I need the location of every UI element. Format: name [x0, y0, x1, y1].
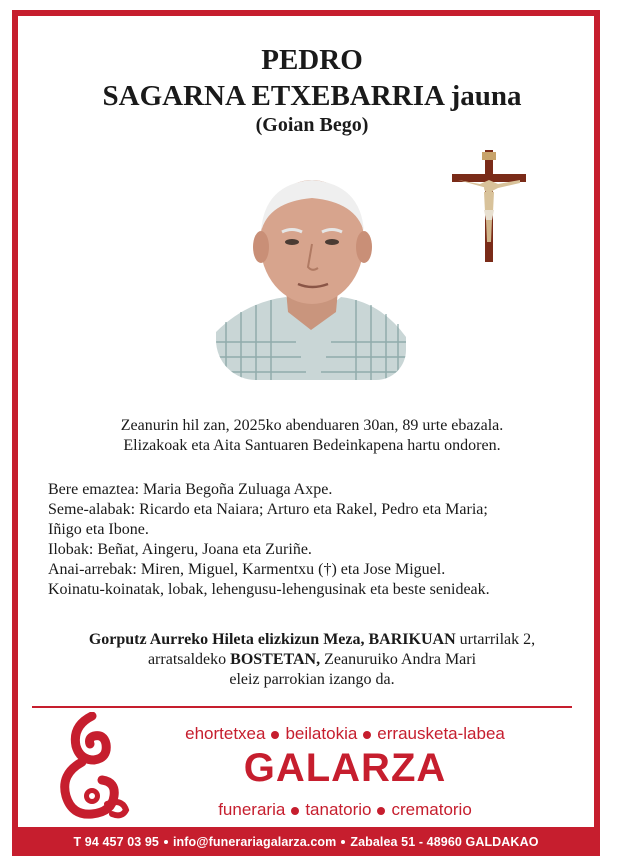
section-divider	[32, 706, 572, 708]
mass-date: urtarrilak 2,	[459, 631, 536, 648]
bullet-icon	[164, 840, 168, 844]
crucifix-icon	[452, 150, 526, 262]
service-item: crematorio	[391, 800, 472, 819]
service-item: errausketa-labea	[377, 724, 505, 743]
bullet-icon	[291, 807, 299, 815]
services-bottom	[130, 800, 560, 820]
mass-time: BOSTETAN,	[230, 651, 321, 668]
phone-number: T 94 457 03 95	[73, 834, 159, 849]
address: Zabalea 51 - 48960 GALDAKAO	[350, 834, 539, 849]
deceased-first-name: PEDRO	[261, 44, 363, 76]
mass-announcement	[0, 630, 624, 690]
funeral-home-name: GALARZA	[243, 746, 447, 790]
service-item: ehortetxea	[185, 724, 266, 743]
family-line: Anai-arrebak: Miren, Miguel, Karmentxu (†) eta Jose Miguel.	[48, 561, 446, 578]
bullet-icon	[341, 840, 345, 844]
service-item: tanatorio	[305, 800, 372, 819]
galarza-logo-icon	[52, 712, 132, 822]
bullet-icon	[271, 731, 279, 739]
mass-place: Zeanuruiko Andra Mari	[324, 651, 477, 668]
family-line: Iñigo eta Ibone.	[48, 521, 149, 538]
death-notice-line: Elizakoak eta Aita Santuaren Bedeinkapena hartu ondoren.	[123, 437, 501, 454]
goian-bego-label: (Goian Bego)	[255, 114, 369, 136]
deceased-surnames: SAGARNA ETXEBARRIA jauna	[102, 80, 522, 112]
family-line: Seme-alabak: Ricardo eta Naiara; Arturo eta Rakel, Pedro eta Maria;	[48, 501, 488, 518]
mass-day: BARIKUAN	[368, 631, 456, 648]
contact-footer	[12, 827, 600, 856]
bullet-icon	[377, 807, 385, 815]
death-notice	[0, 416, 624, 456]
service-item: funeraria	[218, 800, 286, 819]
email-link[interactable]: info@funerariagalarza.com	[172, 834, 337, 849]
family-line: Koinatu-koinatak, lobak, lehengusu-lehengusinak eta beste senideak.	[48, 581, 490, 598]
mass-time-prefix: arratsaldeko	[147, 651, 227, 668]
family-line: Ilobak: Beñat, Aingeru, Joana eta Zuriñe.	[48, 541, 312, 558]
family-line: Bere emaztea: Maria Begoña Zuluaga Axpe.	[48, 481, 333, 498]
deceased-photo	[216, 172, 406, 380]
mass-title: Gorputz Aurreko Hileta elizkizun Meza,	[88, 631, 365, 648]
services-top	[130, 724, 560, 744]
death-notice-line: Zeanurin hil zan, 2025ko abenduaren 30an, 89 urte ebazala.	[120, 417, 504, 434]
bullet-icon	[363, 731, 371, 739]
service-item: beilatokia	[285, 724, 358, 743]
mass-place-suffix: eleiz parrokian izango da.	[229, 671, 395, 688]
family-list	[48, 480, 588, 600]
